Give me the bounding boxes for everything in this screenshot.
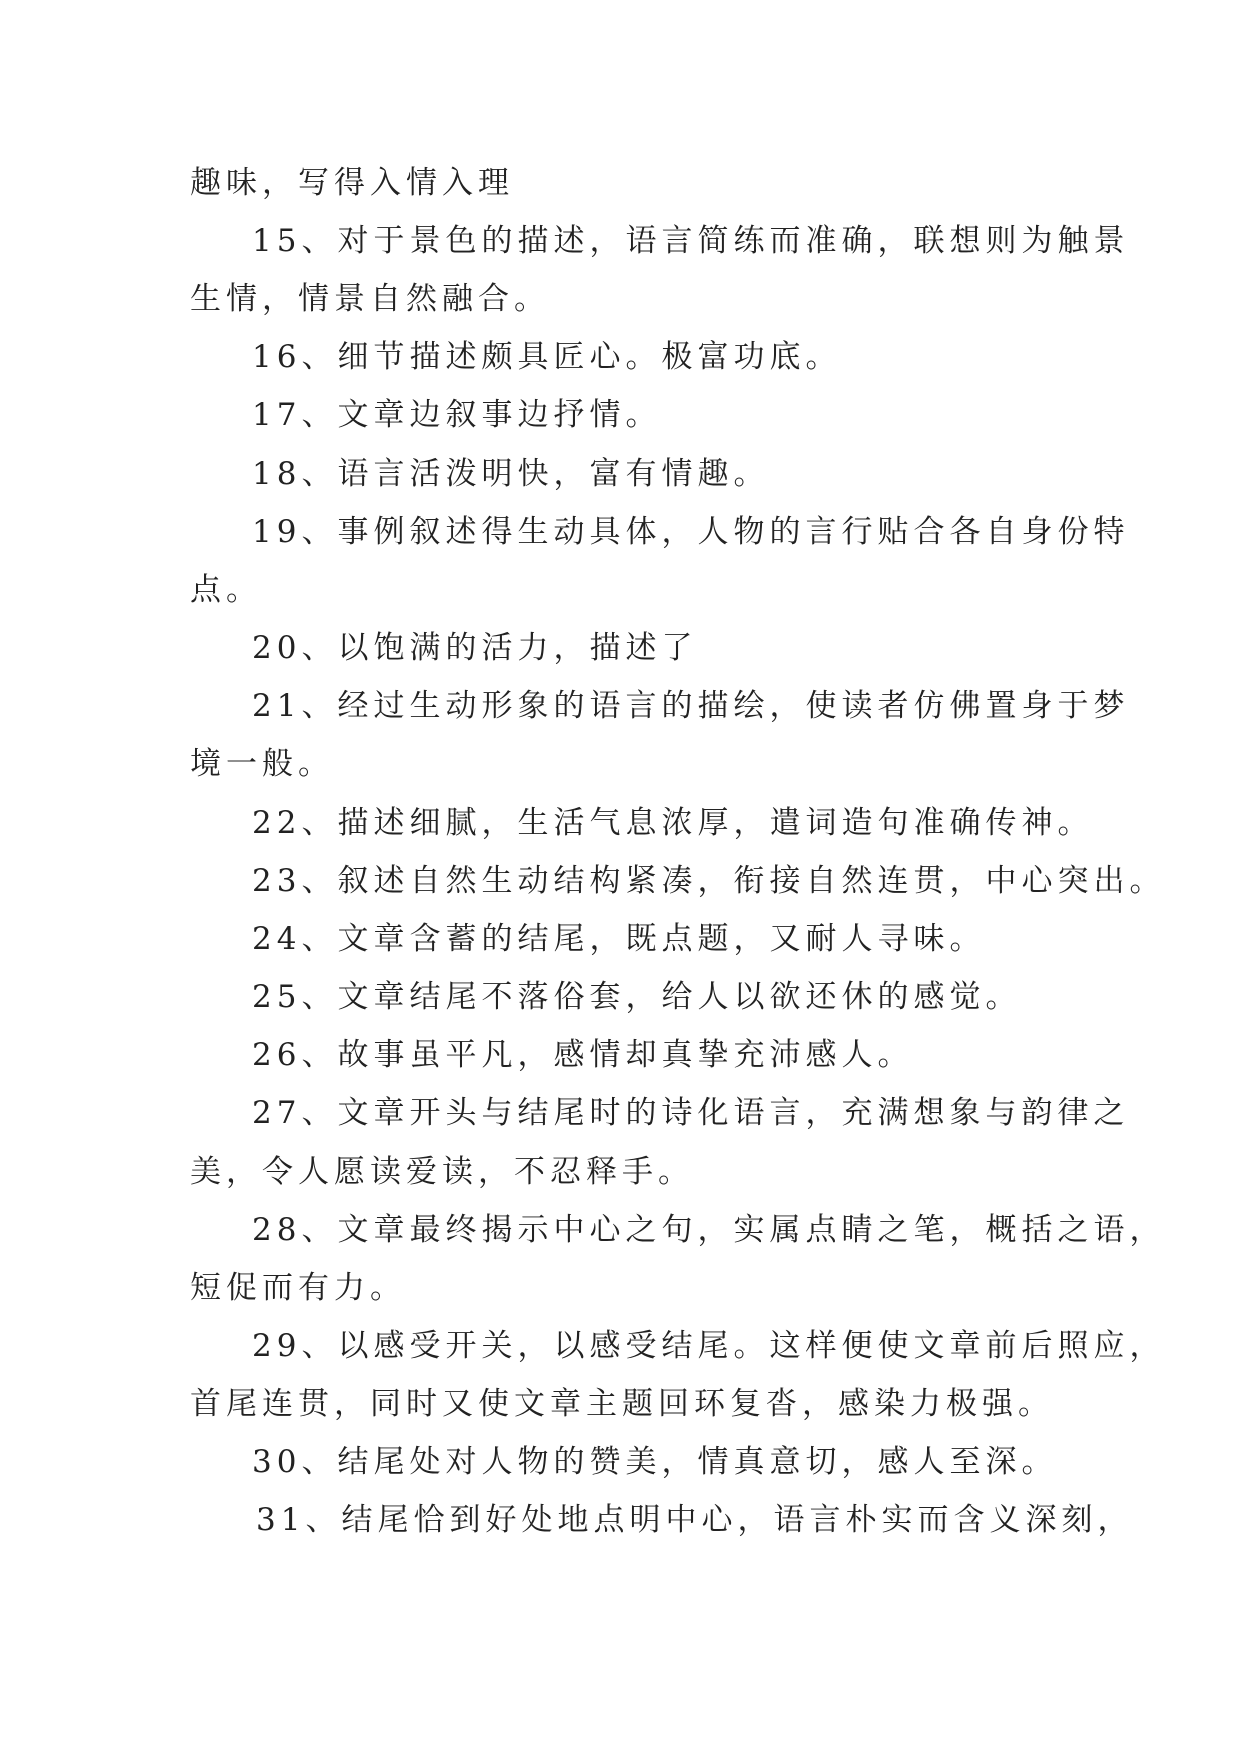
- text-line: 28、文章最终揭示中心之句，实属点睛之笔，概括之语，: [252, 1212, 1166, 1248]
- text-line: 趣味，写得入情入理: [190, 165, 514, 201]
- text-line: 首尾连贯，同时又使文章主题回环复沓，感染力极强。: [190, 1386, 1054, 1422]
- text-line: 23、叙述自然生动结构紧凑，衔接自然连贯，中心突出。: [252, 863, 1166, 899]
- text-line: 31、结尾恰到好处地点明中心，语言朴实而含义深刻，: [256, 1502, 1134, 1538]
- text-line: 19、事例叙述得生动具体，人物的言行贴合各自身份特: [252, 514, 1130, 550]
- text-line: 21、经过生动形象的语言的描绘，使读者仿佛置身于梦: [252, 688, 1130, 724]
- text-line: 美，令人愿读爱读，不忍释手。: [190, 1154, 694, 1190]
- text-line: 22、描述细腻，生活气息浓厚，遣词造句准确传神。: [252, 805, 1094, 841]
- text-line: 26、故事虽平凡，感情却真挚充沛感人。: [252, 1037, 914, 1073]
- text-line: 点。: [190, 572, 262, 608]
- text-line: 18、语言活泼明快，富有情趣。: [252, 456, 770, 492]
- text-line: 30、结尾处对人物的赞美，情真意切，感人至深。: [252, 1444, 1058, 1480]
- text-line: 17、文章边叙事边抒情。: [252, 397, 662, 433]
- text-line: 24、文章含蓄的结尾，既点题，又耐人寻味。: [252, 921, 986, 957]
- text-line: 短促而有力。: [190, 1270, 406, 1306]
- text-line: 生情，情景自然融合。: [190, 281, 550, 317]
- text-line: 29、以感受开关，以感受结尾。这样便使文章前后照应，: [252, 1328, 1166, 1364]
- text-line: 境一般。: [190, 746, 334, 782]
- text-line: 20、以饱满的活力，描述了: [252, 630, 698, 666]
- text-line: 16、细节描述颇具匠心。极富功底。: [252, 339, 842, 375]
- text-line: 25、文章结尾不落俗套，给人以欲还休的感觉。: [252, 979, 1022, 1015]
- text-line: 27、文章开头与结尾时的诗化语言，充满想象与韵律之: [252, 1095, 1130, 1131]
- text-line: 15、对于景色的描述，语言简练而准确，联想则为触景: [252, 223, 1130, 259]
